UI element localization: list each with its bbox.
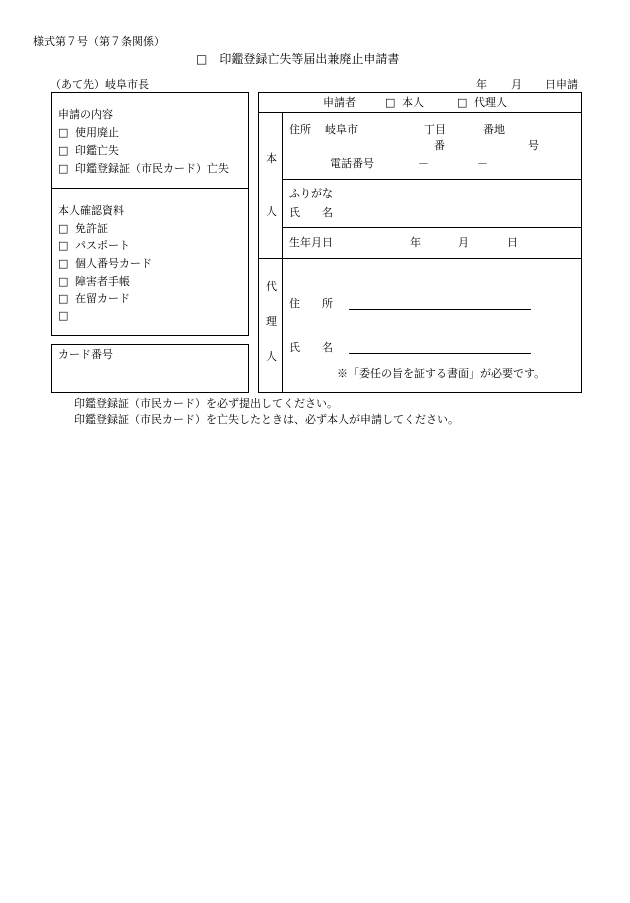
date-year: 年 bbox=[476, 78, 487, 91]
agent-side-label: 理 bbox=[266, 315, 277, 328]
agent-name-line[interactable] bbox=[349, 353, 531, 354]
birth-year: 年 bbox=[410, 236, 421, 249]
agent-side-label: 人 bbox=[266, 350, 277, 363]
card-number-label: カード番号 bbox=[58, 348, 113, 361]
divider bbox=[282, 112, 283, 393]
option-self[interactable]: □ 本人 bbox=[385, 96, 424, 109]
option-seal-lost[interactable]: □ 印鑑亡失 bbox=[58, 144, 119, 157]
agent-address-line[interactable] bbox=[349, 309, 531, 310]
date-day-apply: 日申請 bbox=[545, 78, 578, 91]
checkbox[interactable]: □ bbox=[58, 222, 69, 235]
applicant-label: 申請者 bbox=[323, 96, 356, 109]
checkbox[interactable]: □ bbox=[58, 126, 69, 139]
self-side-label: 人 bbox=[266, 205, 277, 218]
option-agent[interactable]: □ 代理人 bbox=[457, 96, 507, 109]
self-address-label: 住所 bbox=[289, 123, 311, 136]
agent-address-label: 住 所 bbox=[289, 297, 333, 310]
checkbox[interactable]: □ bbox=[58, 144, 69, 157]
form-title: □ 印鑑登録亡失等届出兼廃止申請書 bbox=[196, 52, 400, 66]
phone-label: 電話番号 bbox=[330, 157, 374, 170]
option-use-abolish[interactable]: □ 使用廃止 bbox=[58, 126, 119, 139]
checkbox[interactable]: □ bbox=[58, 292, 69, 305]
banchi-label: 番地 bbox=[483, 123, 505, 136]
phone-separator: － bbox=[477, 157, 488, 170]
divider bbox=[258, 112, 582, 113]
checkbox[interactable]: □ bbox=[58, 239, 69, 252]
option-card-lost[interactable]: □ 印鑑登録証（市民カード）亡失 bbox=[58, 162, 229, 175]
checkbox[interactable]: □ bbox=[58, 309, 69, 322]
checkbox[interactable]: □ bbox=[385, 96, 396, 109]
agent-side-label: 代 bbox=[266, 280, 277, 293]
birth-day: 日 bbox=[507, 236, 518, 249]
doc-license[interactable]: □ 免許証 bbox=[58, 222, 108, 235]
divider bbox=[282, 179, 582, 180]
self-city: 岐阜市 bbox=[325, 123, 358, 136]
phone-separator: － bbox=[418, 157, 429, 170]
checkbox[interactable]: □ bbox=[58, 257, 69, 270]
footer-note: 印鑑登録証（市民カード）を亡失したときは、必ず本人が申請してください。 bbox=[74, 413, 459, 426]
furigana-label: ふりがな bbox=[289, 187, 333, 200]
self-name-label: 氏 名 bbox=[289, 206, 333, 219]
birth-label: 生年月日 bbox=[289, 236, 333, 249]
footer-note: 印鑑登録証（市民カード）を必ず提出してください。 bbox=[74, 397, 338, 410]
go-label: 号 bbox=[528, 139, 539, 152]
divider bbox=[51, 188, 249, 189]
addressee: （あて先）岐阜市長 bbox=[50, 78, 149, 91]
checkbox[interactable]: □ bbox=[58, 162, 69, 175]
birth-month: 月 bbox=[458, 236, 469, 249]
ban-label: 番 bbox=[434, 139, 445, 152]
agent-note: ※「委任の旨を証する書面」が必要です。 bbox=[337, 367, 546, 380]
checkbox[interactable]: □ bbox=[457, 96, 468, 109]
divider bbox=[282, 227, 582, 228]
checkbox[interactable]: □ bbox=[58, 275, 69, 288]
doc-residence-card[interactable]: □ 在留カード bbox=[58, 292, 130, 305]
doc-disability-handbook[interactable]: □ 障害者手帳 bbox=[58, 275, 130, 288]
self-side-label: 本 bbox=[266, 152, 277, 165]
doc-passport[interactable]: □ パスポート bbox=[58, 239, 130, 252]
divider bbox=[258, 258, 582, 259]
identity-docs-heading: 本人確認資料 bbox=[58, 204, 124, 217]
doc-other[interactable] bbox=[58, 310, 75, 321]
agent-name-label: 氏 名 bbox=[289, 341, 333, 354]
application-content-heading: 申請の内容 bbox=[58, 108, 113, 121]
date-month: 月 bbox=[511, 78, 522, 91]
doc-mynumber-card[interactable]: □ 個人番号カード bbox=[58, 257, 152, 270]
form-number: 様式第７号（第７条関係） bbox=[33, 35, 165, 48]
chome-label: 丁目 bbox=[424, 123, 446, 136]
